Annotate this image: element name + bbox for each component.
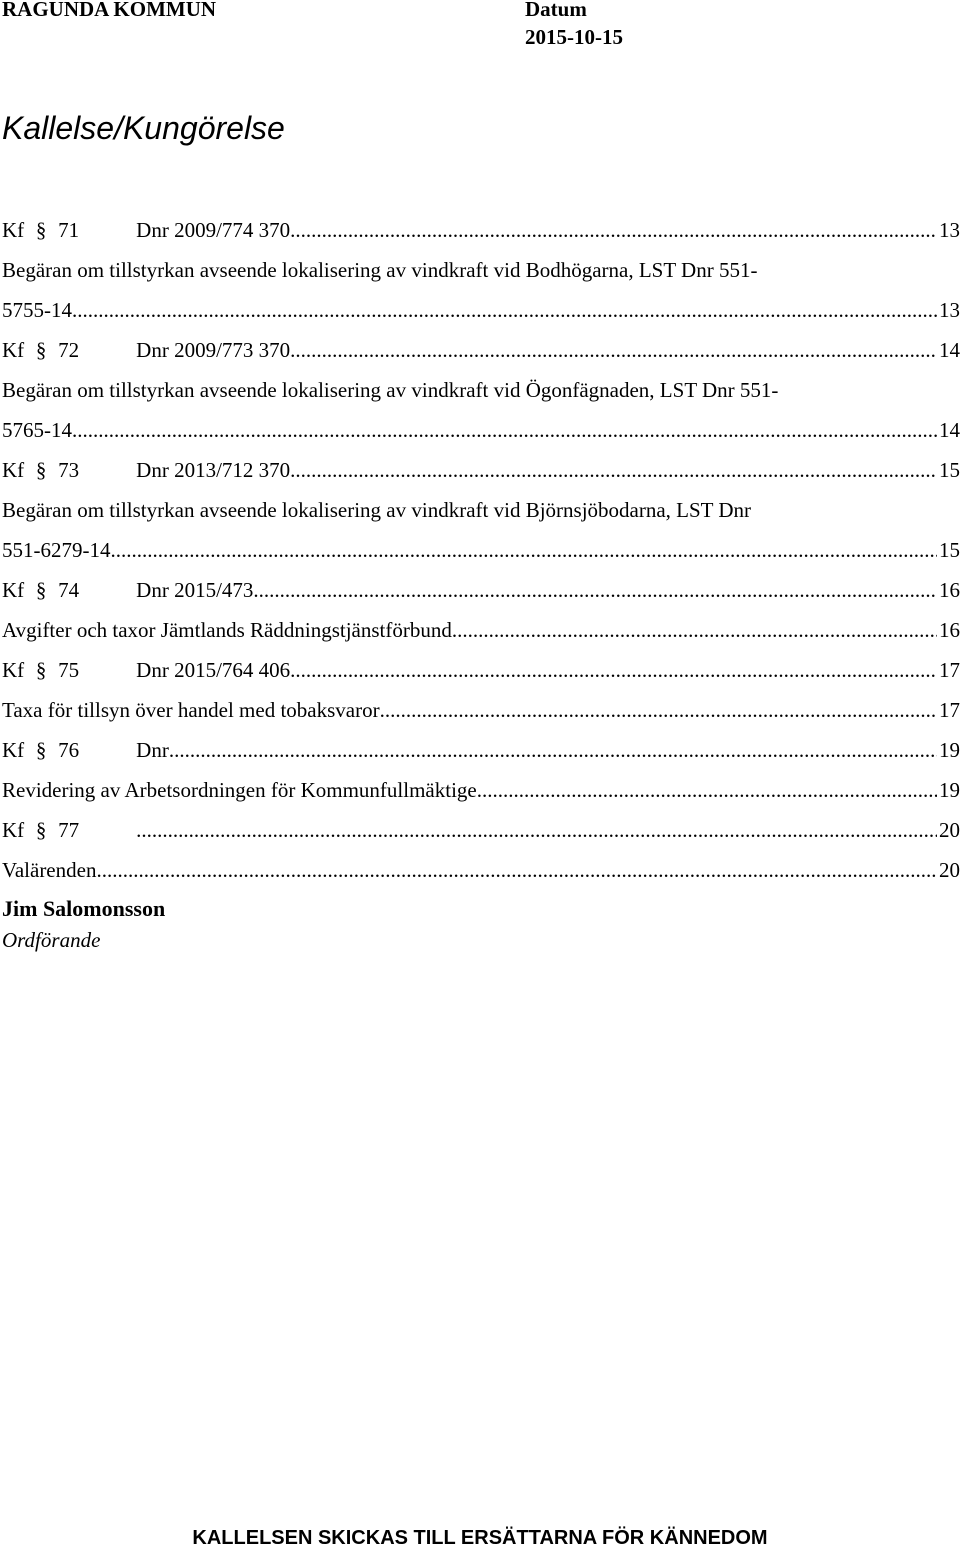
toc-entry-title: Revidering av Arbetsordningen för Kommunfullmäktige <box>2 778 477 802</box>
toc-row-title[interactable] <box>2 250 960 290</box>
toc-row[interactable] <box>2 290 960 330</box>
toc-kf-ref <box>2 650 290 690</box>
toc-row[interactable] <box>2 690 960 730</box>
dot-leader <box>72 290 937 330</box>
toc-page-number: 17 <box>939 698 960 722</box>
section-symbol: § <box>35 658 47 682</box>
toc-kf-ref <box>2 810 136 850</box>
toc-kf-ref <box>2 210 290 250</box>
dnr-reference: Dnr 2009/774 370 <box>136 218 291 242</box>
toc-row-title[interactable] <box>2 370 960 410</box>
kf-label: Kf <box>2 818 25 842</box>
toc-entry-continuation: 5765-14 <box>2 418 72 442</box>
toc-row[interactable] <box>2 450 960 490</box>
toc-entry-continuation: 551-6279-14 <box>2 538 111 562</box>
kf-label: Kf <box>2 658 25 682</box>
toc-page-number: 14 <box>939 418 960 442</box>
dot-leader <box>111 530 938 570</box>
dnr-reference: Dnr 2013/712 370 <box>136 458 291 482</box>
toc-page-number: 17 <box>939 658 960 682</box>
dnr-reference: Dnr 2015/473 <box>136 578 254 602</box>
dot-leader <box>477 770 937 810</box>
toc-row[interactable] <box>2 850 960 890</box>
toc-page-number: 19 <box>939 738 960 762</box>
toc-entry-title: Avgifter och taxor Jämtlands Räddningstjänstförbund <box>2 618 452 642</box>
dot-leader <box>253 570 937 610</box>
date-label: Datum <box>525 0 587 21</box>
footer-note: KALLELSEN SKICKAS TILL ERSÄTTARNA FÖR KÄNNEDOM <box>192 1527 768 1549</box>
table-of-contents <box>2 210 960 890</box>
section-symbol: § <box>35 578 47 602</box>
toc-page-number: 15 <box>939 538 960 562</box>
toc-page-number: 20 <box>939 818 960 842</box>
kf-number: 75 <box>58 658 80 682</box>
section-symbol: § <box>35 458 47 482</box>
dot-leader <box>290 650 937 690</box>
kf-number: 73 <box>58 458 80 482</box>
toc-row[interactable] <box>2 650 960 690</box>
kf-label: Kf <box>2 738 25 762</box>
toc-entry-title: Begäran om tillstyrkan avseende lokalisering av vindkraft vid Ögonfägnaden, LST Dnr 551- <box>2 378 779 402</box>
dnr-reference: Dnr 2009/773 370 <box>136 338 291 362</box>
toc-kf-ref <box>2 570 253 610</box>
dot-leader <box>96 850 937 890</box>
dnr-reference: Dnr <box>136 738 169 762</box>
kf-number: 77 <box>58 818 80 842</box>
toc-row-title[interactable] <box>2 490 960 530</box>
toc-row[interactable] <box>2 530 960 570</box>
toc-page-number: 13 <box>939 218 960 242</box>
toc-entry-continuation: 5755-14 <box>2 298 72 322</box>
dnr-reference: Dnr 2015/764 406 <box>136 658 291 682</box>
kf-number: 74 <box>58 578 80 602</box>
section-symbol: § <box>35 738 47 762</box>
kf-label: Kf <box>2 338 25 362</box>
toc-entry-title: Begäran om tillstyrkan avseende lokalisering av vindkraft vid Bodhögarna, LST Dnr 551- <box>2 258 758 282</box>
kf-number: 71 <box>58 218 80 242</box>
dot-leader <box>72 410 937 450</box>
dot-leader <box>136 810 937 850</box>
toc-page-number: 14 <box>939 338 960 362</box>
toc-row[interactable] <box>2 570 960 610</box>
date-value: 2015-10-15 <box>525 25 623 49</box>
toc-row[interactable] <box>2 770 960 810</box>
toc-page-number: 15 <box>939 458 960 482</box>
section-symbol: § <box>35 338 47 362</box>
toc-page-number: 13 <box>939 298 960 322</box>
dot-leader <box>290 330 937 370</box>
kf-label: Kf <box>2 578 25 602</box>
toc-row[interactable] <box>2 730 960 770</box>
page-title: Kallelse/Kungörelse <box>2 110 285 146</box>
dot-leader <box>290 210 937 250</box>
dot-leader <box>380 690 937 730</box>
toc-entry-title: Taxa för tillsyn över handel med tobaksvaror <box>2 698 380 722</box>
toc-row[interactable] <box>2 810 960 850</box>
toc-page-number: 19 <box>939 778 960 802</box>
kf-number: 72 <box>58 338 80 362</box>
toc-entry-title: Begäran om tillstyrkan avseende lokalisering av vindkraft vid Björnsjöbodarna, LST Dnr <box>2 498 752 522</box>
toc-kf-ref <box>2 730 169 770</box>
toc-kf-ref <box>2 330 290 370</box>
toc-page-number: 16 <box>939 618 960 642</box>
toc-row[interactable] <box>2 610 960 650</box>
section-symbol: § <box>35 818 47 842</box>
dot-leader <box>169 730 937 770</box>
toc-page-number: 20 <box>939 858 960 882</box>
kf-number: 76 <box>58 738 80 762</box>
toc-kf-ref <box>2 450 290 490</box>
toc-row[interactable] <box>2 330 960 370</box>
signatory-name: Jim Salomonsson <box>2 896 166 921</box>
toc-page-number: 16 <box>939 578 960 602</box>
organization-name: RAGUNDA KOMMUN <box>2 0 217 21</box>
signatory-role: Ordförande <box>2 928 101 952</box>
dot-leader <box>290 450 937 490</box>
section-symbol: § <box>35 218 47 242</box>
kf-label: Kf <box>2 218 25 242</box>
dot-leader <box>452 610 937 650</box>
kf-label: Kf <box>2 458 25 482</box>
toc-row[interactable] <box>2 210 960 250</box>
toc-entry-title: Valärenden <box>2 858 97 882</box>
toc-row[interactable] <box>2 410 960 450</box>
